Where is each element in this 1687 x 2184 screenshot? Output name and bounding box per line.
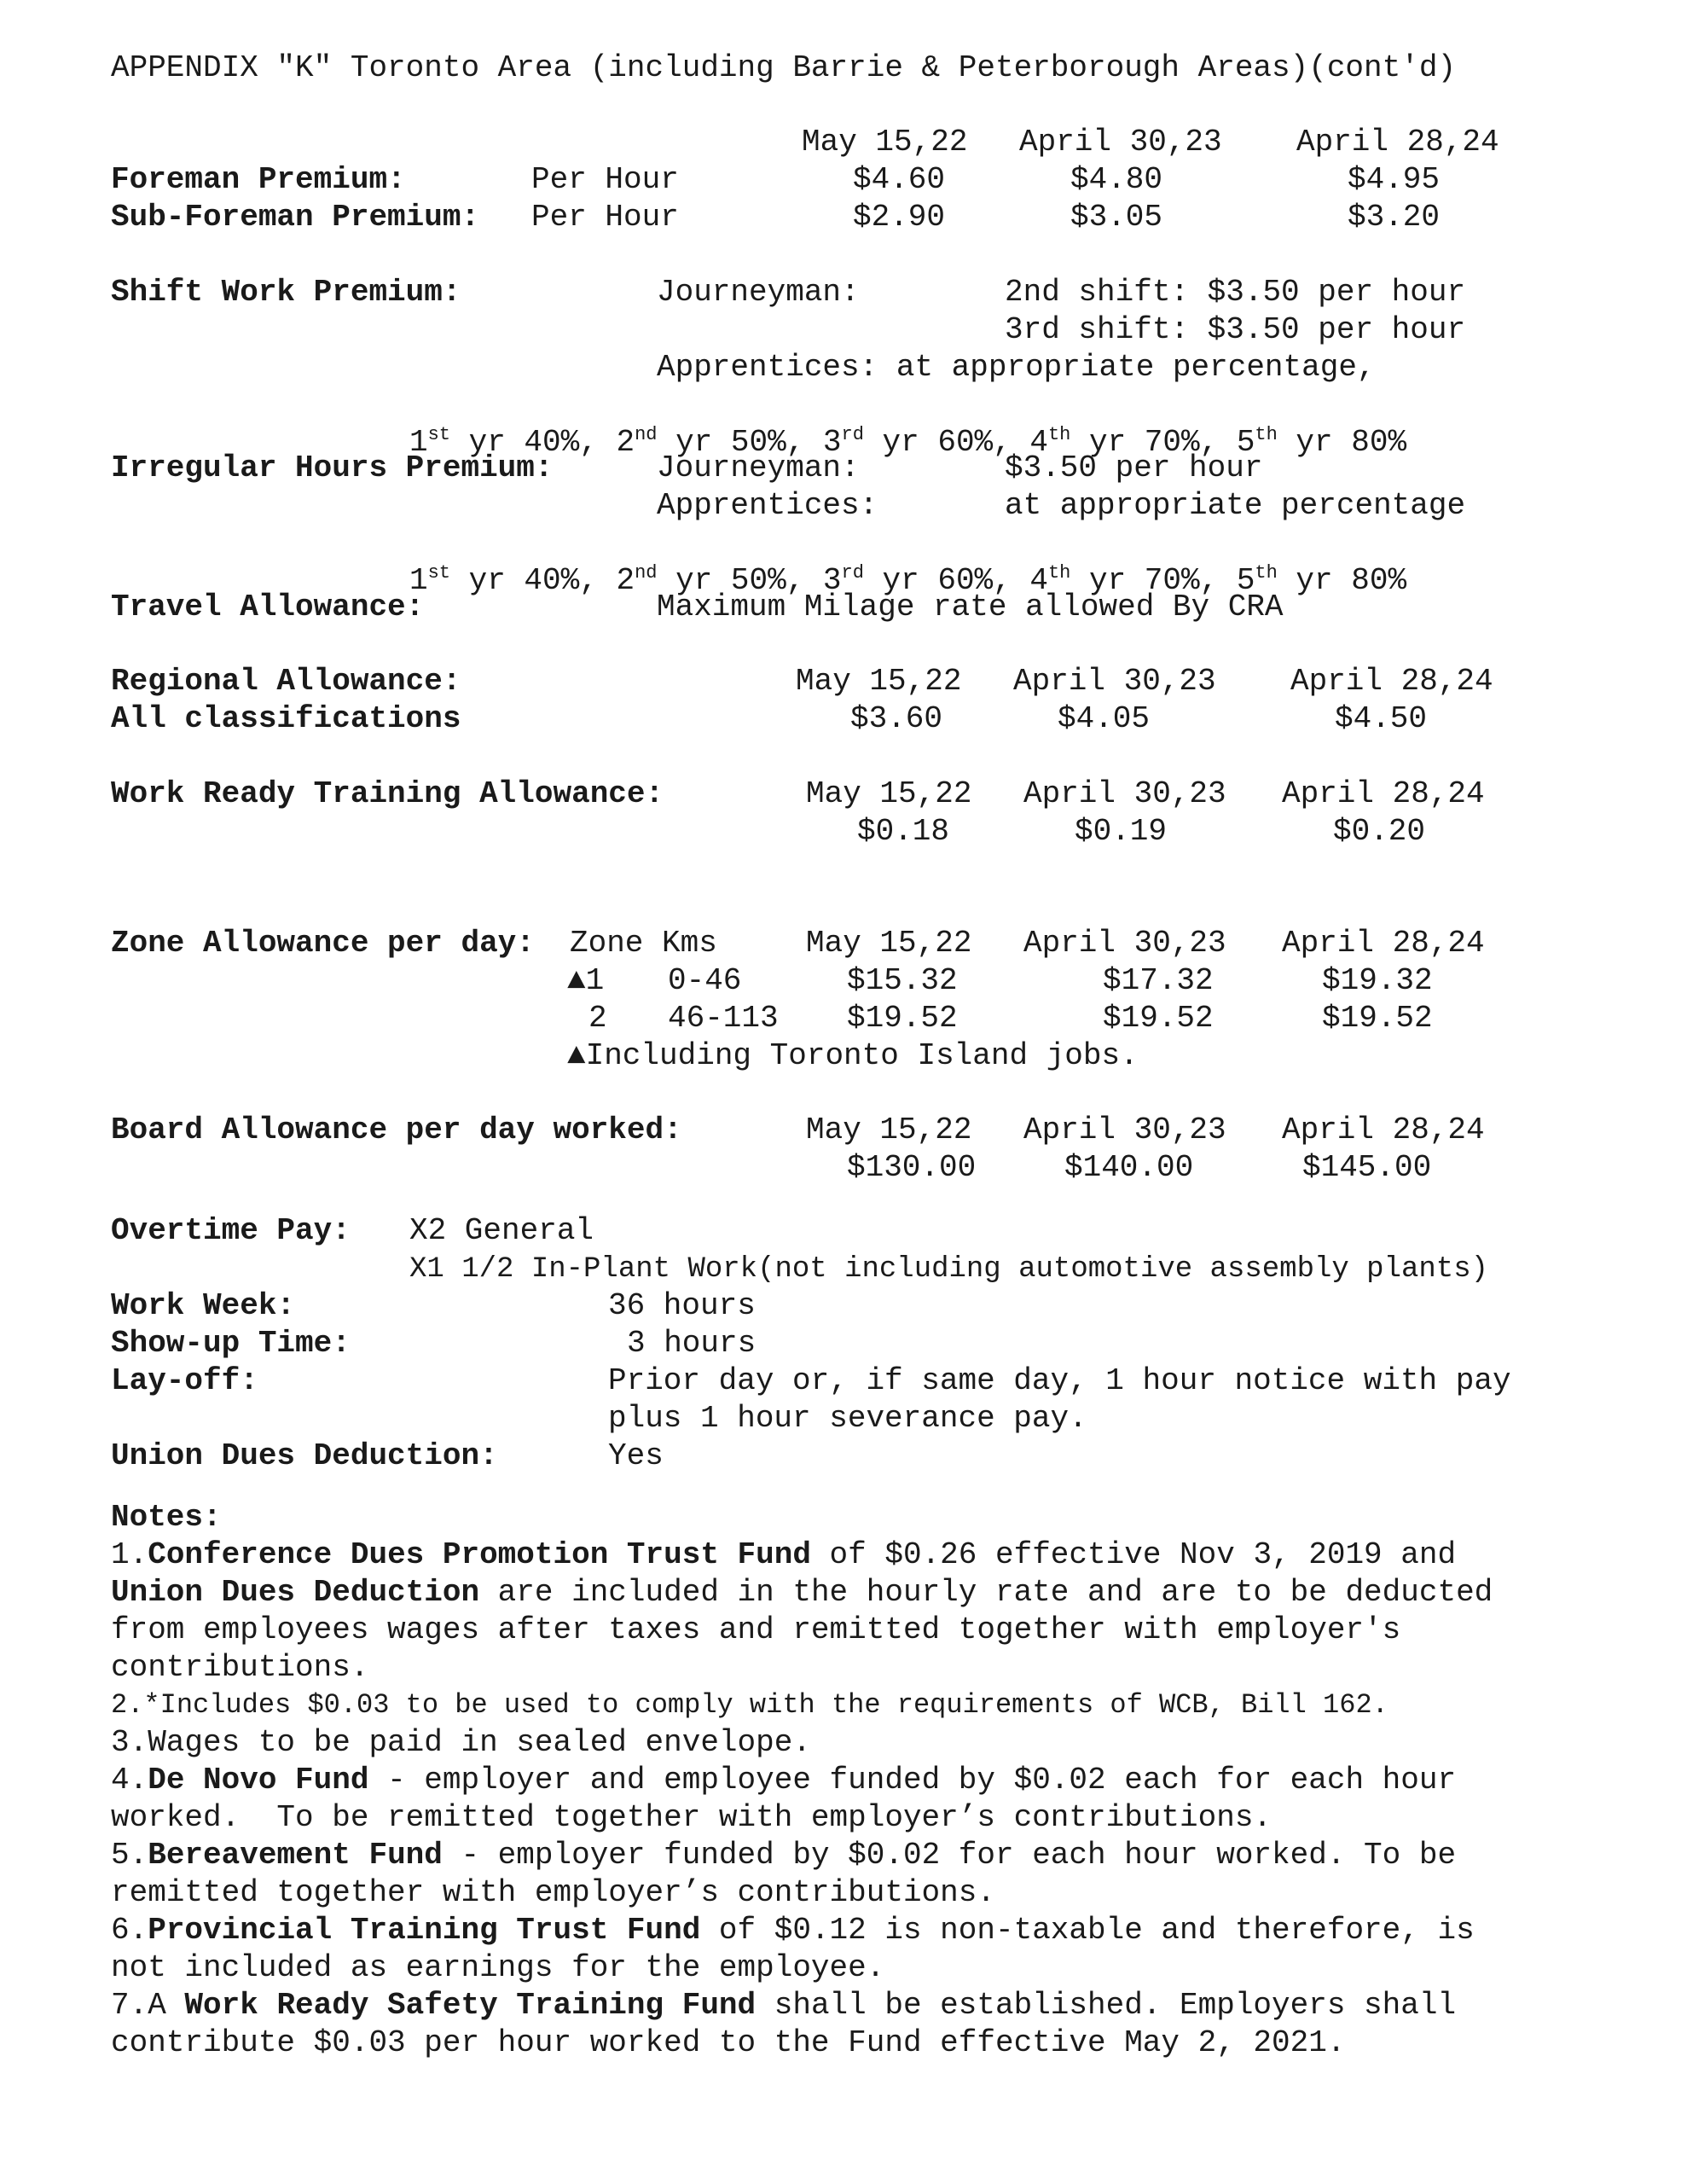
work-ready-date-1: May 15,22 [806,776,972,811]
irregular-journeyman: Journeyman: [657,450,860,485]
foreman-value-1: $4.60 [853,162,946,197]
board-date-2: April 30,23 [1023,1112,1226,1147]
foreman-label: Foreman Premium: [111,162,406,197]
zone-date-2: April 30,23 [1023,926,1226,961]
sub-foreman-value-1: $2.90 [853,200,946,235]
zone-2-id: 2 [588,1001,607,1036]
note-1-line-1: 1.Conference Dues Promotion Trust Fund of $0.26 effective Nov 3, 2019 and [111,1537,1457,1572]
regional-date-3: April 28,24 [1290,664,1493,699]
zone-1-value-3: $19.32 [1322,963,1433,998]
page-header: APPENDIX "K" Toronto Area (including Barrie & Peterborough Areas)(cont'd) [111,50,1457,85]
show-up-value: 3 hours [627,1326,757,1361]
irregular-apprentice-years: 1st yr 40%, 2nd yr 50%, 3rd yr 60%, 4th yr 70%, 5th yr 80% [409,562,1407,598]
zone-2-value-3: $19.52 [1322,1001,1433,1036]
work-ready-value-2: $0.19 [1075,814,1168,849]
regional-date-2: April 30,23 [1013,664,1216,699]
note-3: 3.Wages to be paid in sealed envelope. [111,1725,811,1760]
overtime-general: X2 General [409,1213,594,1248]
union-dues-label: Union Dues Deduction: [111,1438,498,1473]
work-week-label: Work Week: [111,1288,296,1323]
note-7-line-1: 7.A Work Ready Safety Training Fund shall be established. Employers shall [111,1988,1457,2023]
regional-label: Regional Allowance: [111,664,461,699]
overtime-label: Overtime Pay: [111,1213,351,1248]
travel-value: Maximum Milage rate allowed By CRA [657,590,1284,624]
notes-title: Notes: [111,1500,222,1535]
zone-col-header: Zone Kms [570,926,717,961]
note-1-line-3: from employees wages after taxes and remitted together with employer's [111,1612,1401,1647]
note-4-line-1: 4.De Novo Fund - employer and employee funded by $0.02 each for each hour [111,1763,1457,1798]
sub-foreman-value-2: $3.05 [1070,200,1163,235]
layoff-line-1: Prior day or, if same day, 1 hour notice with pay [608,1363,1511,1398]
layoff-line-2: plus 1 hour severance pay. [608,1401,1087,1436]
work-ready-date-3: April 28,24 [1282,776,1485,811]
work-ready-date-2: April 30,23 [1023,776,1226,811]
irregular-label: Irregular Hours Premium: [111,450,554,485]
work-ready-value-3: $0.20 [1333,814,1426,849]
show-up-label: Show-up Time: [111,1326,351,1361]
board-value-1: $130.00 [847,1150,977,1185]
regional-sublabel: All classifications [111,701,461,736]
zone-label: Zone Allowance per day: [111,926,535,961]
shift-second: 2nd shift: $3.50 per hour [1005,275,1466,310]
union-dues-value: Yes [608,1438,664,1473]
shift-apprentice-years: 1st yr 40%, 2nd yr 50%, 3rd yr 60%, 4th yr 70%, 5th yr 80% [409,424,1407,460]
zone-1-kms: 0-46 [668,963,742,998]
note-6-line-2: not included as earnings for the employee. [111,1950,885,1985]
shift-work-label: Shift Work Premium: [111,275,461,310]
note-1-line-2: Union Dues Deduction are included in the hourly rate and are to be deducted [111,1575,1493,1610]
irregular-journeyman-value: $3.50 per hour [1005,450,1263,485]
regional-value-1: $3.60 [850,701,943,736]
sub-foreman-unit: Per Hour [531,200,679,235]
irregular-apprentices: Apprentices: [657,488,878,523]
date-col-2: April 30,23 [1019,125,1222,160]
travel-label: Travel Allowance: [111,590,425,624]
regional-value-2: $4.05 [1058,701,1151,736]
shift-third: 3rd shift: $3.50 per hour [1005,312,1466,347]
note-1-line-4: contributions. [111,1650,369,1685]
sub-foreman-value-3: $3.20 [1348,200,1441,235]
zone-note: ▲Including Toronto Island jobs. [567,1038,1139,1073]
foreman-value-2: $4.80 [1070,162,1163,197]
zone-2-value-1: $19.52 [847,1001,958,1036]
foreman-unit: Per Hour [531,162,679,197]
shift-journeyman: Journeyman: [657,275,860,310]
work-ready-value-1: $0.18 [857,814,950,849]
zone-date-3: April 28,24 [1282,926,1485,961]
note-7-line-2: contribute $0.03 per hour worked to the Fund effective May 2, 2021. [111,2025,1346,2060]
note-4-line-2: worked. To be remitted together with employer’s contributions. [111,1800,1272,1835]
zone-1-value-2: $17.32 [1103,963,1214,998]
board-value-2: $140.00 [1064,1150,1194,1185]
date-col-3: April 28,24 [1296,125,1499,160]
board-label: Board Allowance per day worked: [111,1112,682,1147]
zone-1-value-1: $15.32 [847,963,958,998]
overtime-inplant: X1 1/2 In-Plant Work(not including automotive assembly plants) [409,1253,1489,1286]
board-date-1: May 15,22 [806,1112,972,1147]
irregular-apprentices-value: at appropriate percentage [1005,488,1466,523]
zone-1-id: ▲1 [567,963,605,998]
zone-2-kms: 46-113 [668,1001,779,1036]
regional-value-3: $4.50 [1335,701,1428,736]
work-ready-label: Work Ready Training Allowance: [111,776,664,811]
zone-date-1: May 15,22 [806,926,972,961]
work-week-value: 36 hours [608,1288,756,1323]
date-col-1: May 15,22 [802,125,968,160]
shift-apprentices: Apprentices: at appropriate percentage, [657,350,1376,385]
board-value-3: $145.00 [1302,1150,1432,1185]
board-date-3: April 28,24 [1282,1112,1485,1147]
foreman-value-3: $4.95 [1348,162,1441,197]
sub-foreman-label: Sub-Foreman Premium: [111,200,480,235]
note-6-line-1: 6.Provincial Training Trust Fund of $0.12 is non-taxable and therefore, is [111,1913,1475,1948]
regional-date-1: May 15,22 [796,664,962,699]
layoff-label: Lay-off: [111,1363,258,1398]
note-2: 2.*Includes $0.03 to be used to comply with the requirements of WCB, Bill 162. [111,1689,1388,1721]
zone-2-value-2: $19.52 [1103,1001,1214,1036]
note-5-line-2: remitted together with employer’s contributions. [111,1875,995,1910]
note-5-line-1: 5.Bereavement Fund - employer funded by $0.02 for each hour worked. To be [111,1838,1457,1873]
